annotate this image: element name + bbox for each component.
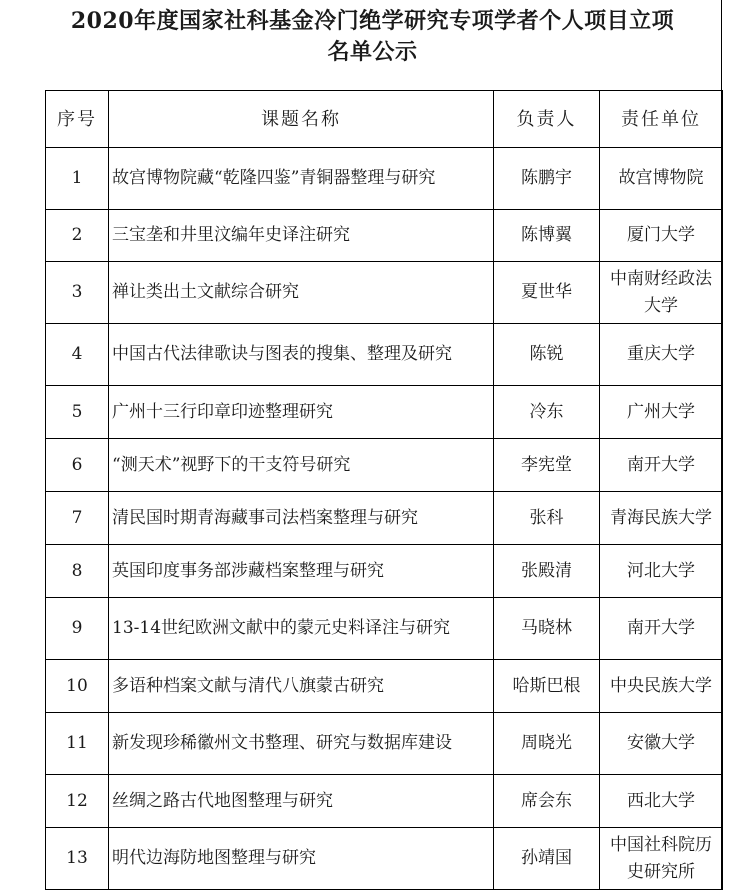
cell-person-in-charge: 陈博翼: [494, 210, 600, 262]
header-number: 序号: [46, 91, 109, 148]
table-row: [46, 262, 723, 324]
cell-responsible-unit: 南开大学: [600, 598, 723, 660]
cell-responsible-unit: 西北大学: [600, 775, 723, 828]
cell-project-title: 广州十三行印章印迹整理研究: [109, 386, 494, 439]
table-row: [46, 775, 723, 828]
table-row: [46, 545, 723, 598]
cell-responsible-unit: 中国社科院历史研究所: [600, 828, 723, 890]
document-title-line-1: 2020年度国家社科基金冷门绝学研究专项学者个人项目立项: [70, 8, 675, 34]
table-row: [46, 386, 723, 439]
cell-responsible-unit: 安徽大学: [600, 713, 723, 775]
cell-responsible-unit: 南开大学: [600, 439, 723, 492]
cell-project-title: 新发现珍稀徽州文书整理、研究与数据库建设: [109, 713, 494, 775]
cell-number: 3: [46, 262, 109, 324]
table-row: [46, 598, 723, 660]
cell-responsible-unit: 青海民族大学: [600, 492, 723, 545]
cell-number: 4: [46, 324, 109, 386]
cell-project-title: 明代边海防地图整理与研究: [109, 828, 494, 890]
cell-person-in-charge: 张科: [494, 492, 600, 545]
cell-project-title: 丝绸之路古代地图整理与研究: [109, 775, 494, 828]
cell-responsible-unit: 河北大学: [600, 545, 723, 598]
table-header-row: [46, 91, 723, 148]
cell-project-title: 中国古代法律歌诀与图表的搜集、整理及研究: [109, 324, 494, 386]
cell-project-title: 英国印度事务部涉藏档案整理与研究: [109, 545, 494, 598]
document-title-line-2: 名单公示: [327, 39, 418, 65]
cell-number: 9: [46, 598, 109, 660]
cell-project-title: 禅让类出土文献综合研究: [109, 262, 494, 324]
cell-person-in-charge: 冷东: [494, 386, 600, 439]
cell-number: 6: [46, 439, 109, 492]
document-title: [0, 6, 745, 68]
cell-project-title: 多语种档案文献与清代八旗蒙古研究: [109, 660, 494, 713]
cell-responsible-unit: 故宫博物院: [600, 148, 723, 210]
table-row: [46, 828, 723, 890]
cell-project-title: 13-14世纪欧洲文献中的蒙元史料译注与研究: [109, 598, 494, 660]
cell-person-in-charge: 孙靖国: [494, 828, 600, 890]
cell-project-title: 故宫博物院藏“乾隆四鉴”青铜器整理与研究: [109, 148, 494, 210]
cell-responsible-unit: 厦门大学: [600, 210, 723, 262]
cell-number: 12: [46, 775, 109, 828]
cell-person-in-charge: 席会东: [494, 775, 600, 828]
table-row: [46, 439, 723, 492]
table-row: [46, 713, 723, 775]
cell-responsible-unit: 广州大学: [600, 386, 723, 439]
table-row: [46, 148, 723, 210]
cell-person-in-charge: 张殿清: [494, 545, 600, 598]
cell-project-title: “测天术”视野下的干支符号研究: [109, 439, 494, 492]
cell-number: 5: [46, 386, 109, 439]
cell-person-in-charge: 陈鹏宇: [494, 148, 600, 210]
header-project-title: 课题名称: [109, 91, 494, 148]
cell-project-title: 清民国时期青海藏事司法档案整理与研究: [109, 492, 494, 545]
cell-person-in-charge: 马晓林: [494, 598, 600, 660]
cell-number: 8: [46, 545, 109, 598]
table-row: [46, 210, 723, 262]
table-row: [46, 660, 723, 713]
cell-responsible-unit: 中央民族大学: [600, 660, 723, 713]
cell-number: 1: [46, 148, 109, 210]
cell-number: 13: [46, 828, 109, 890]
cell-person-in-charge: 周晓光: [494, 713, 600, 775]
project-list-table: [45, 90, 723, 890]
cell-number: 2: [46, 210, 109, 262]
cell-number: 7: [46, 492, 109, 545]
cell-responsible-unit: 中南财经政法大学: [600, 262, 723, 324]
cell-person-in-charge: 陈锐: [494, 324, 600, 386]
cell-person-in-charge: 李宪堂: [494, 439, 600, 492]
cell-number: 10: [46, 660, 109, 713]
cell-person-in-charge: 夏世华: [494, 262, 600, 324]
cell-project-title: 三宝垄和井里汶编年史译注研究: [109, 210, 494, 262]
cell-number: 11: [46, 713, 109, 775]
header-responsible-unit: 责任单位: [600, 91, 723, 148]
table-row: [46, 324, 723, 386]
header-person-in-charge: 负责人: [494, 91, 600, 148]
cell-responsible-unit: 重庆大学: [600, 324, 723, 386]
table-row: [46, 492, 723, 545]
cell-person-in-charge: 哈斯巴根: [494, 660, 600, 713]
